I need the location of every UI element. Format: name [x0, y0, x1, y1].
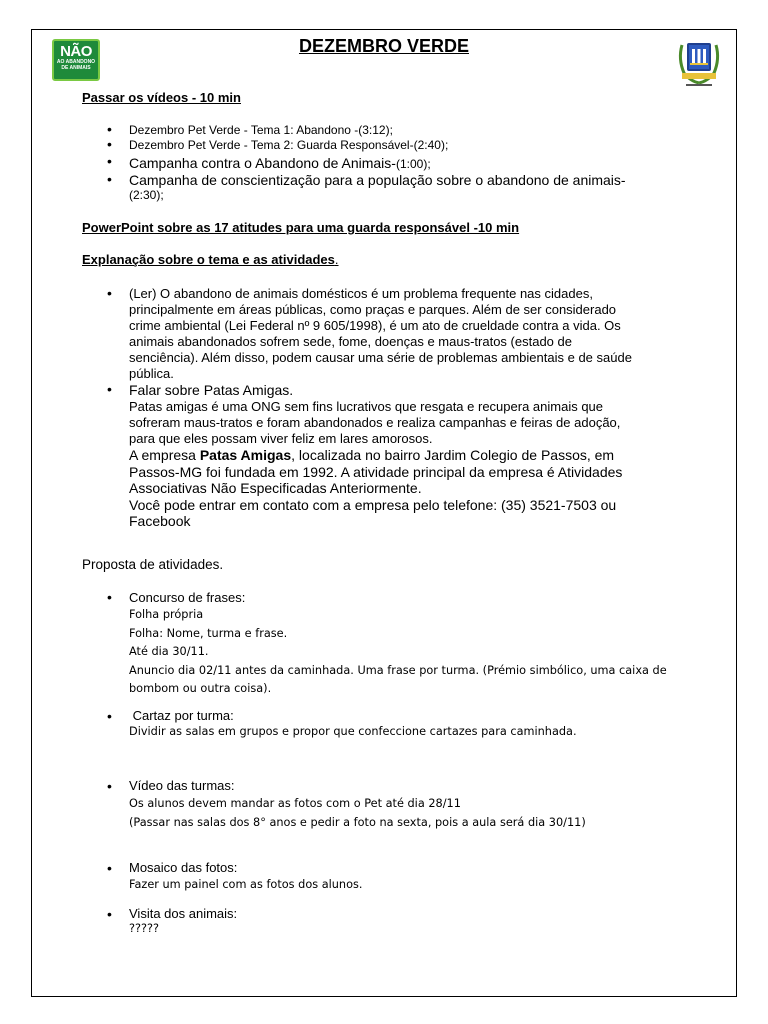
logo-line2: DE ANIMAIS [61, 65, 91, 71]
activity-label-5: Visita dos animais: [129, 906, 238, 921]
logo-main-text: NÃO [60, 43, 92, 60]
bullet: • [107, 136, 112, 152]
activity-details-4: Fazer um painel com as fotos dos alunos. [129, 878, 363, 891]
bullet: • [107, 285, 112, 301]
video-item-1: Dezembro Pet Verde - Tema 1: Abandono -(3:12); [129, 123, 393, 137]
activity-details-5: ????? [129, 922, 159, 935]
bullet: • [107, 906, 112, 922]
bullet: • [107, 121, 112, 137]
bullet: • [107, 778, 112, 794]
activity-label-3: Vídeo das turmas: [129, 778, 235, 793]
video-item-2: Dezembro Pet Verde - Tema 2: Guarda Responsável-(2:40); [129, 138, 449, 152]
bullet: • [107, 860, 112, 876]
activity-label-2: Cartaz por turma: [129, 708, 234, 723]
bullet: • [107, 171, 112, 187]
activity-details-3: Os alunos devem mandar as fotos com o Pet até dia 28/11 (Passar nas salas dos 8° anos e pedir a foto na sexta, pois a aula será dia 30/11) [129, 797, 586, 829]
bullet: • [107, 381, 112, 397]
proposal-heading: Proposta de atividades. [82, 557, 224, 572]
logo-line1: AO ABANDONO [56, 59, 96, 65]
activity-label-1: Concurso de frases: [129, 590, 246, 605]
activity-details-1: Folha própria Folha: Nome, turma e frase. Até dia 30/11. Anuncio dia 02/11 antes da caminhada. Uma frase por turma. (Prémio simbólico, uma caixa de bombom ou outra coisa). [129, 608, 667, 695]
activity-details-2: Dividir as salas em grupos e propor que confeccione cartazes para caminhada. [129, 725, 577, 738]
company-name: Patas Amigas [199, 447, 292, 463]
powerpoint-heading: PowerPoint sobre as 17 atitudes para uma guarda responsável -10 min [82, 220, 520, 235]
bullet: • [107, 708, 112, 724]
activity-label-4: Mosaico das fotos: [129, 860, 238, 875]
explanation-paragraph-2: Falar sobre Patas Amigas. Patas amigas é uma ONG sem fins lucrativos que resgata e recupera animais que sofreram maus-tratos e foram abandonados e realiza campanhas e feiras de adoção, para que eles possam viver feliz em lares amorosos. [129, 382, 621, 446]
bullet: • [107, 589, 112, 605]
explanation-heading: Explanação sobre o tema e as atividades. [82, 252, 339, 267]
explanation-paragraph-1: (Ler) O abandono de animais domésticos é um problema frequente nas cidades, principalmente em áreas públicas, como praças e parques. Além de ser considerado crime ambiental (Lei Federal nº 9 605/1998), é um ato de crueldade contra a vida. Os animais abandonados sofrem sede, fome, doenças e maus-tratos (estado de senciência). Além disso, podem causar uma série de problemas ambientais e de saúde pública. [129, 286, 632, 381]
video-item-3: Campanha contra o Abandono de Animais-(1:00); [129, 155, 431, 171]
video-item-4: Campanha de conscientização para a população sobre o abandono de animais- (2:30); [129, 172, 626, 202]
bullet: • [107, 153, 112, 169]
company-paragraph: A empresa Patas Amigas, localizada no bairro Jardim Colegio de Passos, em Passos-MG foi fundada em 1992. A atividade principal da empresa é Atividades Associativas Não Especificadas Anteriormente. Você pode entrar em contato com a empresa pelo telefone: (35) 3521-7503 ou Facebook [129, 447, 623, 529]
videos-heading: Passar os vídeos - 10 min [82, 90, 241, 105]
page-title: DEZEMBRO VERDE [298, 36, 469, 56]
